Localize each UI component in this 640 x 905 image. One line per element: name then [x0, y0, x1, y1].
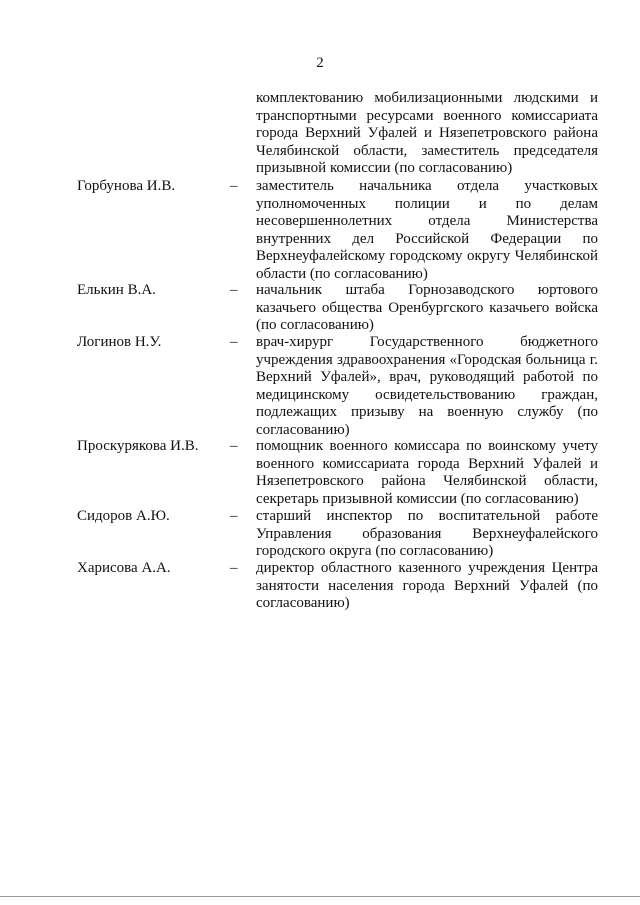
page-number: 2: [316, 55, 324, 71]
continuation-text: комплектованию мобилизационными людскими и транспортными ресурсами военного комиссариата города Верхний Уфалей и Нязепетровского района Челябинской области, заместитель председателя призывной комиссии (по согласованию): [256, 90, 598, 177]
member-name: Логинов Н.У.: [77, 334, 162, 350]
member-description: начальник штаба Горнозаводского юртового казачьего общества Оренбургского казачьего войска (по согласованию): [256, 282, 598, 334]
member-description: врач-хирург Государственного бюджетного учреждения здравоохранения «Городская больница г. Верхний Уфалей», врач, руководящий работой по медицинскому освидетельствованию граждан, подлежащих призыву на военную службу (по согласованию): [256, 334, 598, 438]
member-description: старший инспектор по воспитательной работе Управления образования Верхнеуфалейского городского округа (по согласованию): [256, 508, 598, 560]
member-dash: –: [230, 438, 238, 454]
member-description: помощник военного комиссара по воинскому учету военного комиссариата города Верхний Уфалей и Нязепетровского района Челябинской области, секретарь призывной комиссии (по согласованию): [256, 438, 598, 507]
member-name: Харисова А.А.: [77, 560, 171, 576]
member-name: Проскурякова И.В.: [77, 438, 199, 454]
member-name: Горбунова И.В.: [77, 178, 176, 194]
member-dash: –: [230, 508, 238, 524]
member-description: заместитель начальника отдела участковых уполномоченных полиции и по делам несовершеннолетних отдела Министерства внутренних дел Российской Федерации по Верхнеуфалейскому городскому округу Челябинской области (по согласованию): [256, 178, 598, 282]
member-dash: –: [230, 282, 238, 298]
member-dash: –: [230, 178, 238, 194]
member-name: Сидоров А.Ю.: [77, 508, 170, 524]
bottom-scan-edge: [0, 896, 640, 897]
member-dash: –: [230, 560, 238, 576]
member-description: директор областного казенного учреждения Центра занятости населения города Верхний Уфалей (по согласованию): [256, 560, 598, 612]
member-name: Елькин В.А.: [77, 282, 156, 298]
member-dash: –: [230, 334, 238, 350]
